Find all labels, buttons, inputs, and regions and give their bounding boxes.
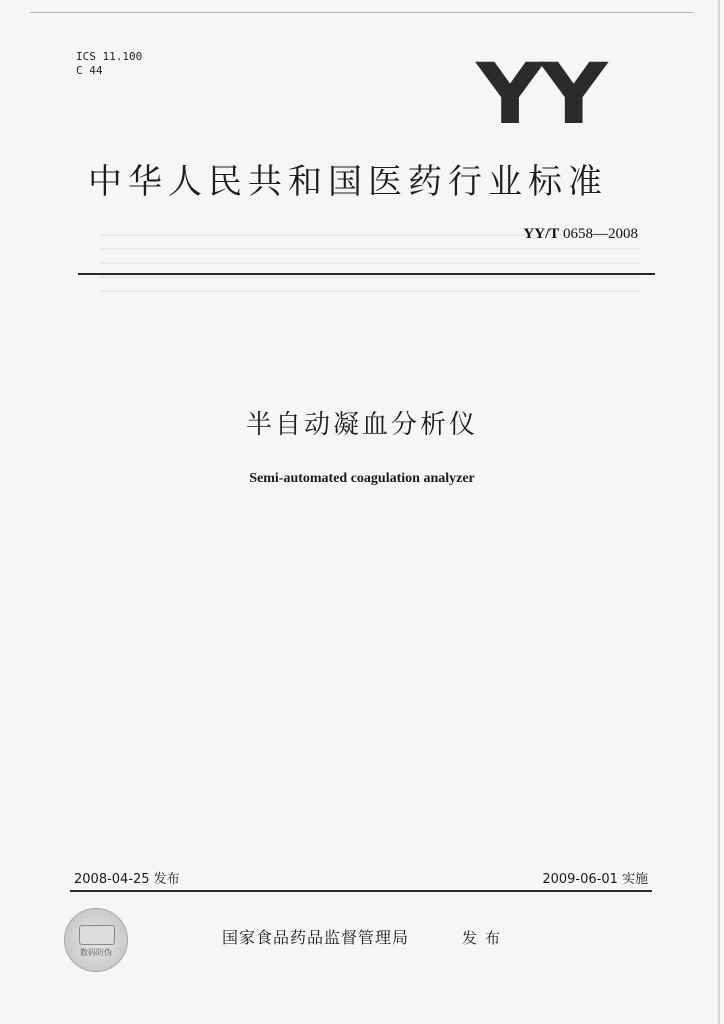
faint-show-through [100,234,640,304]
implementation-date: 2009-06-01 实施 [542,872,648,887]
standard-code-prefix: YY/T [523,226,560,242]
ics-code: ICS 11.100 [76,50,143,63]
seal-emblem-icon [79,925,115,945]
header-rule [78,273,655,275]
standard-category-title: 中华人民共和国医药行业标准 [88,162,608,202]
page-edge [718,0,720,1024]
document-title-zh: 半自动凝血分析仪 [245,410,478,440]
issuing-authority: 国家食品药品监督管理局 [222,928,410,947]
standard-code [523,226,638,243]
anti-counterfeit-seal [64,908,128,972]
issue-date: 2008-04-25 发布 [74,872,180,887]
yy-logo: YY [476,45,604,143]
standard-code-number: 0658—2008 [563,226,638,242]
class-code: C 44 [76,64,103,77]
footer-rule [70,890,652,892]
seal-label: 数码防伪 [80,948,112,957]
top-rule [30,12,694,13]
issue-word: 发布 [462,929,509,947]
document-title-en: Semi-automated coagulation analyzer [249,471,475,486]
classification-block [76,50,142,78]
